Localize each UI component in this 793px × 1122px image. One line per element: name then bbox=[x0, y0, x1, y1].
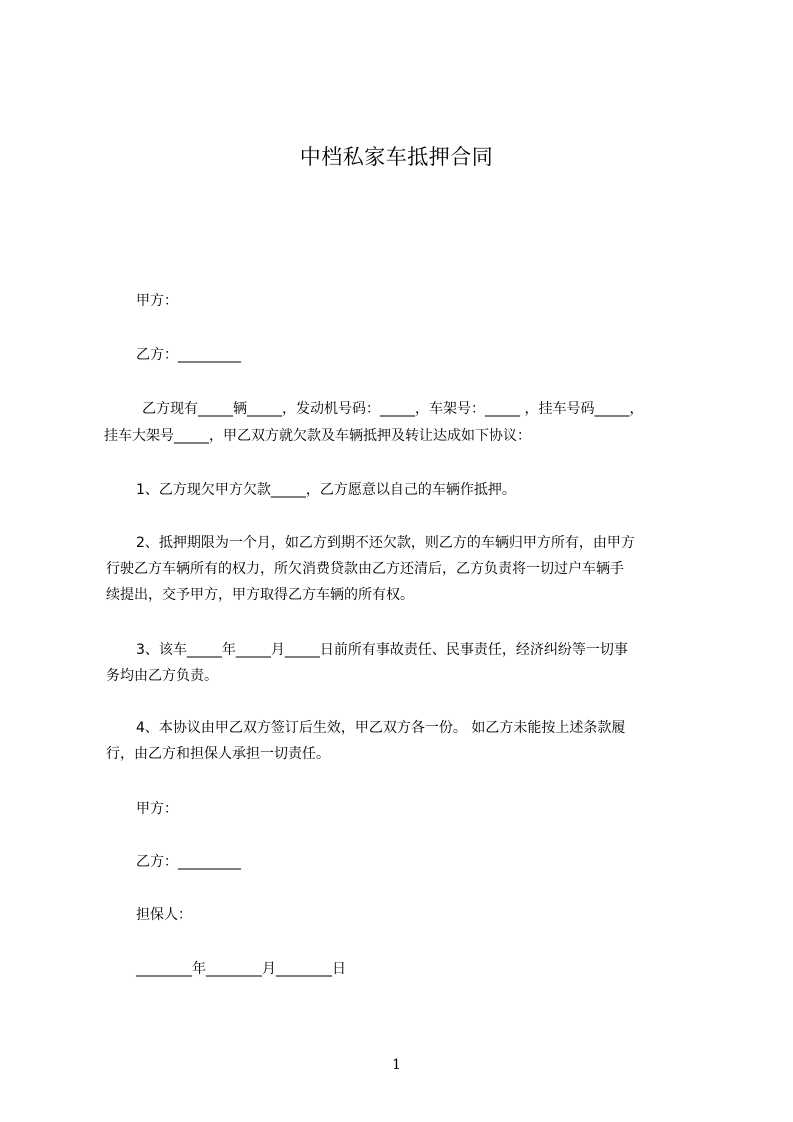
guarantor-label: 担保人： bbox=[136, 907, 192, 923]
party-a-bottom-label: 甲方： bbox=[136, 801, 178, 817]
clause-1-line-1: 1、乙方现欠甲方欠款_____，乙方愿意以自己的车辆作抵押。 bbox=[136, 482, 516, 498]
clause-2-line-2: 行驶乙方车辆所有的权力，所欠消费贷款由乙方还清后，乙方负责将一切过户车辆手 bbox=[106, 561, 624, 577]
party-b-bottom-label: 乙方：_________ bbox=[136, 854, 241, 870]
clause-2-line-1: 2、抵押期限为一个月，如乙方到期不还欠款，则乙方的车辆归甲方所有，由甲方 bbox=[136, 535, 635, 551]
clause-2-line-3: 续提出，交予甲方，甲方取得乙方车辆的所有权。 bbox=[106, 587, 414, 603]
document-title: 中档私家车抵押合同 bbox=[299, 145, 494, 169]
party-b-top-label: 乙方：_________ bbox=[136, 347, 241, 363]
date-line: ________年________月________日 bbox=[136, 961, 346, 977]
clause-4-line-1: 4、本协议由甲乙双方签订后生效，甲乙双方各一份。 如乙方未能按上述条款履 bbox=[136, 720, 626, 736]
page-number: 1 bbox=[392, 1057, 401, 1073]
intro-line-2: 挂车大架号_____，甲乙双方就欠款及车辆抵押及转让达成如下协议： bbox=[104, 428, 531, 444]
intro-line-1: 乙方现有_____辆_____，发动机号码：_____，车架号：_____ ，挂车号码_____， bbox=[142, 401, 644, 417]
clause-4-line-2: 行，由乙方和担保人承担一切责任。 bbox=[106, 746, 330, 762]
clause-3-line-1: 3、该车_____年_____月_____日前所有事故责任、民事责任，经济纠纷等一切事 bbox=[136, 642, 628, 658]
clause-3-line-2: 务均由乙方负责。 bbox=[106, 668, 218, 684]
party-a-top-label: 甲方： bbox=[136, 293, 178, 309]
